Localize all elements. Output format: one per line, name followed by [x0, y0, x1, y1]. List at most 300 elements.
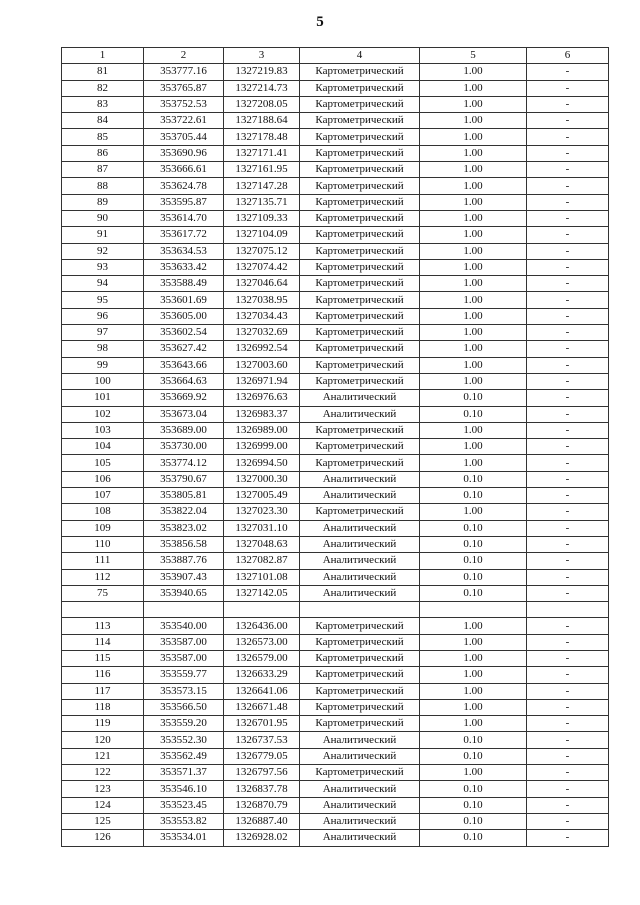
table-cell: 1327147.28: [224, 178, 300, 194]
table-cell: 90: [62, 210, 144, 226]
page-number: 5: [316, 14, 324, 30]
table-cell: 100: [62, 373, 144, 389]
table-cell: 91: [62, 227, 144, 243]
table-cell: [300, 602, 420, 618]
table-cell: 116: [62, 667, 144, 683]
table-row: [62, 406, 609, 422]
table-cell: 110: [62, 536, 144, 552]
table-cell: -: [527, 504, 609, 520]
table-row: [62, 292, 609, 308]
table-cell: 102: [62, 406, 144, 422]
table-cell: 353777.16: [144, 64, 224, 80]
table-cell: 353805.81: [144, 488, 224, 504]
table-cell: -: [527, 113, 609, 129]
table-cell: Картометрический: [300, 162, 420, 178]
table-cell: -: [527, 210, 609, 226]
table-cell: 353673.04: [144, 406, 224, 422]
table-cell: 1327003.60: [224, 357, 300, 373]
table-row: [62, 162, 609, 178]
table-cell: 353523.45: [144, 797, 224, 813]
table-cell: 353546.10: [144, 781, 224, 797]
table-cell: 0.10: [420, 536, 527, 552]
table-cell: Картометрический: [300, 129, 420, 145]
table-row: [62, 781, 609, 797]
table-cell: 1327031.10: [224, 520, 300, 536]
table-cell: -: [527, 243, 609, 259]
table-row: [62, 716, 609, 732]
table-cell: -: [527, 390, 609, 406]
table-cell: 0.10: [420, 488, 527, 504]
table-cell: Аналитический: [300, 781, 420, 797]
table-cell: 114: [62, 634, 144, 650]
table-header-row: [62, 48, 609, 64]
table-cell: -: [527, 569, 609, 585]
table-cell: 1326992.54: [224, 341, 300, 357]
table-row: [62, 194, 609, 210]
table-cell: -: [527, 748, 609, 764]
table-cell: 120: [62, 732, 144, 748]
table-cell: 353627.42: [144, 341, 224, 357]
table-cell: 353617.72: [144, 227, 224, 243]
table-row: [62, 765, 609, 781]
table-row: [62, 308, 609, 324]
table-cell: 1.00: [420, 716, 527, 732]
table-cell: 1326436.00: [224, 618, 300, 634]
table-cell: 0.10: [420, 830, 527, 846]
table-cell: 84: [62, 113, 144, 129]
table-cell: 113: [62, 618, 144, 634]
table-cell: [62, 602, 144, 618]
table-cell: -: [527, 259, 609, 275]
table-cell: 0.10: [420, 585, 527, 601]
table-cell: 1.00: [420, 145, 527, 161]
table-row: [62, 422, 609, 438]
table-cell: Аналитический: [300, 585, 420, 601]
table-cell: 1326701.95: [224, 716, 300, 732]
table-cell: 353633.42: [144, 259, 224, 275]
table-cell: 0.10: [420, 797, 527, 813]
table-cell: 119: [62, 716, 144, 732]
column-header: 4: [300, 48, 420, 64]
table-cell: 353602.54: [144, 325, 224, 341]
table-cell: 353534.01: [144, 830, 224, 846]
table-cell: 1327142.05: [224, 585, 300, 601]
table-cell: Картометрический: [300, 716, 420, 732]
table-cell: 353765.87: [144, 80, 224, 96]
table-cell: 96: [62, 308, 144, 324]
table-cell: 353669.92: [144, 390, 224, 406]
table-cell: 353823.02: [144, 520, 224, 536]
table-cell: 0.10: [420, 390, 527, 406]
table-cell: Картометрический: [300, 634, 420, 650]
table-cell: 108: [62, 504, 144, 520]
table-cell: 353571.37: [144, 765, 224, 781]
table-cell: [527, 602, 609, 618]
table-body: [62, 64, 609, 846]
table-cell: 353540.00: [144, 618, 224, 634]
table-cell: 0.10: [420, 471, 527, 487]
table-cell: 0.10: [420, 781, 527, 797]
table-cell: Аналитический: [300, 797, 420, 813]
table-cell: 1326779.05: [224, 748, 300, 764]
table-row: [62, 618, 609, 634]
table-row: [62, 634, 609, 650]
table-cell: Аналитический: [300, 390, 420, 406]
coordinates-table: [61, 47, 609, 847]
table-cell: 1.00: [420, 259, 527, 275]
table-cell: -: [527, 667, 609, 683]
table-cell: Картометрический: [300, 618, 420, 634]
table-cell: 1.00: [420, 113, 527, 129]
table-cell: Картометрический: [300, 145, 420, 161]
table-cell: -: [527, 455, 609, 471]
table-cell: 1327005.49: [224, 488, 300, 504]
table-cell: 1327075.12: [224, 243, 300, 259]
table-cell: 353573.15: [144, 683, 224, 699]
table-cell: 353856.58: [144, 536, 224, 552]
table-row: [62, 178, 609, 194]
table-cell: 353907.43: [144, 569, 224, 585]
table-cell: -: [527, 683, 609, 699]
table-cell: 88: [62, 178, 144, 194]
table-cell: Аналитический: [300, 569, 420, 585]
table-cell: 1.00: [420, 129, 527, 145]
table-cell: 1327034.43: [224, 308, 300, 324]
table-cell: 1326641.06: [224, 683, 300, 699]
table-cell: 1326999.00: [224, 439, 300, 455]
table-cell: 353559.77: [144, 667, 224, 683]
table-cell: 82: [62, 80, 144, 96]
table-cell: 353752.53: [144, 96, 224, 112]
table-cell: Аналитический: [300, 471, 420, 487]
table-cell: Картометрический: [300, 667, 420, 683]
table-cell: -: [527, 520, 609, 536]
table-cell: Картометрический: [300, 650, 420, 666]
table-cell: 0.10: [420, 813, 527, 829]
table-cell: Картометрический: [300, 341, 420, 357]
table-cell: Аналитический: [300, 732, 420, 748]
table-cell: Картометрический: [300, 373, 420, 389]
table-row: [62, 520, 609, 536]
table-cell: 1326671.48: [224, 699, 300, 715]
table-cell: 81: [62, 64, 144, 80]
table-cell: 1.00: [420, 373, 527, 389]
table-row: [62, 797, 609, 813]
table-cell: 83: [62, 96, 144, 112]
table-cell: 85: [62, 129, 144, 145]
column-header: 2: [144, 48, 224, 64]
table-cell: -: [527, 162, 609, 178]
table-row: [62, 243, 609, 259]
column-header: 6: [527, 48, 609, 64]
table-row: [62, 732, 609, 748]
table-cell: 104: [62, 439, 144, 455]
table-cell: Картометрический: [300, 455, 420, 471]
table-cell: 353705.44: [144, 129, 224, 145]
table-cell: -: [527, 308, 609, 324]
table-cell: 1.00: [420, 618, 527, 634]
table-row: [62, 259, 609, 275]
table-cell: -: [527, 618, 609, 634]
table-cell: 1327171.41: [224, 145, 300, 161]
table-cell: -: [527, 341, 609, 357]
table-cell: -: [527, 765, 609, 781]
table-cell: 1.00: [420, 699, 527, 715]
table-cell: 103: [62, 422, 144, 438]
table-cell: 1327048.63: [224, 536, 300, 552]
table-row: [62, 96, 609, 112]
table-cell: 1.00: [420, 765, 527, 781]
table-row: [62, 129, 609, 145]
table-row: [62, 227, 609, 243]
table-cell: 353643.66: [144, 357, 224, 373]
table-cell: 353552.30: [144, 732, 224, 748]
table-row: [62, 357, 609, 373]
table-cell: Картометрический: [300, 292, 420, 308]
table-cell: 98: [62, 341, 144, 357]
table-cell: 1326837.78: [224, 781, 300, 797]
table-cell: 1.00: [420, 227, 527, 243]
table-cell: 1326976.63: [224, 390, 300, 406]
table-cell: Картометрический: [300, 325, 420, 341]
table-cell: -: [527, 699, 609, 715]
table-row: [62, 569, 609, 585]
table-cell: 109: [62, 520, 144, 536]
table-cell: 93: [62, 259, 144, 275]
table-cell: 353587.00: [144, 650, 224, 666]
table-row: [62, 699, 609, 715]
table-row: [62, 455, 609, 471]
table-cell: -: [527, 64, 609, 80]
table-cell: 1326573.00: [224, 634, 300, 650]
table-cell: 0.10: [420, 553, 527, 569]
table-row: [62, 80, 609, 96]
table-cell: Аналитический: [300, 553, 420, 569]
table-cell: -: [527, 422, 609, 438]
table-cell: 111: [62, 553, 144, 569]
table-cell: 106: [62, 471, 144, 487]
table-cell: 1326633.29: [224, 667, 300, 683]
table-cell: 86: [62, 145, 144, 161]
table-cell: 95: [62, 292, 144, 308]
table-cell: 353730.00: [144, 439, 224, 455]
table-cell: 353690.96: [144, 145, 224, 161]
table-cell: 1327000.30: [224, 471, 300, 487]
table-cell: 353887.76: [144, 553, 224, 569]
table-cell: 353666.61: [144, 162, 224, 178]
table-cell: -: [527, 536, 609, 552]
table-cell: 1327101.08: [224, 569, 300, 585]
table-cell: 1326971.94: [224, 373, 300, 389]
table-row: [62, 325, 609, 341]
table-cell: Аналитический: [300, 520, 420, 536]
table-cell: [224, 602, 300, 618]
table-cell: 1.00: [420, 439, 527, 455]
table-cell: Картометрический: [300, 259, 420, 275]
table-cell: 353601.69: [144, 292, 224, 308]
table-cell: -: [527, 634, 609, 650]
table-row: [62, 650, 609, 666]
table-cell: 353689.00: [144, 422, 224, 438]
table-cell: Картометрический: [300, 178, 420, 194]
table-cell: 1.00: [420, 455, 527, 471]
table-cell: 1327135.71: [224, 194, 300, 210]
table-cell: 1.00: [420, 96, 527, 112]
table-cell: 0.10: [420, 406, 527, 422]
table-row: [62, 585, 609, 601]
table-cell: 353566.50: [144, 699, 224, 715]
table-cell: 353588.49: [144, 276, 224, 292]
table-cell: 1.00: [420, 178, 527, 194]
table-cell: 1.00: [420, 210, 527, 226]
table-cell: 121: [62, 748, 144, 764]
table-cell: 353614.70: [144, 210, 224, 226]
table-cell: 1.00: [420, 162, 527, 178]
table-cell: 92: [62, 243, 144, 259]
table-cell: 353722.61: [144, 113, 224, 129]
table-row: [62, 830, 609, 846]
table-row: [62, 602, 609, 618]
table-cell: 94: [62, 276, 144, 292]
table-row: [62, 145, 609, 161]
table-cell: Картометрический: [300, 699, 420, 715]
table-cell: 1.00: [420, 667, 527, 683]
table-cell: 118: [62, 699, 144, 715]
table-cell: 112: [62, 569, 144, 585]
table-cell: 1326928.02: [224, 830, 300, 846]
table-cell: -: [527, 357, 609, 373]
table-cell: 1326579.00: [224, 650, 300, 666]
table-cell: Картометрический: [300, 96, 420, 112]
table-cell: -: [527, 553, 609, 569]
table-cell: 353940.65: [144, 585, 224, 601]
table-cell: 107: [62, 488, 144, 504]
table-cell: 1.00: [420, 243, 527, 259]
table-cell: 1326989.00: [224, 422, 300, 438]
table-cell: 117: [62, 683, 144, 699]
table-cell: 1.00: [420, 650, 527, 666]
table-cell: -: [527, 830, 609, 846]
table-cell: 1.00: [420, 634, 527, 650]
table-cell: 353559.20: [144, 716, 224, 732]
table-cell: -: [527, 325, 609, 341]
table-row: [62, 439, 609, 455]
table-cell: 1.00: [420, 194, 527, 210]
table-cell: 1.00: [420, 683, 527, 699]
table-cell: -: [527, 650, 609, 666]
table-cell: 123: [62, 781, 144, 797]
table-cell: -: [527, 292, 609, 308]
table-cell: Аналитический: [300, 536, 420, 552]
table-cell: -: [527, 276, 609, 292]
table-row: [62, 488, 609, 504]
table-cell: -: [527, 145, 609, 161]
table-cell: 97: [62, 325, 144, 341]
table-cell: 1327023.30: [224, 504, 300, 520]
table-row: [62, 536, 609, 552]
table-cell: Картометрический: [300, 80, 420, 96]
table-cell: 99: [62, 357, 144, 373]
table-cell: 353774.12: [144, 455, 224, 471]
table-cell: Картометрический: [300, 308, 420, 324]
table-cell: -: [527, 178, 609, 194]
table-cell: -: [527, 471, 609, 487]
table-cell: 101: [62, 390, 144, 406]
table-cell: -: [527, 716, 609, 732]
column-header: 1: [62, 48, 144, 64]
table-cell: 0.10: [420, 748, 527, 764]
table-cell: 1.00: [420, 357, 527, 373]
table-row: [62, 276, 609, 292]
table-row: [62, 64, 609, 80]
column-header: 5: [420, 48, 527, 64]
table-cell: 124: [62, 797, 144, 813]
table-cell: 125: [62, 813, 144, 829]
table-cell: 1326983.37: [224, 406, 300, 422]
table-cell: 1326994.50: [224, 455, 300, 471]
table-row: [62, 683, 609, 699]
table-row: [62, 113, 609, 129]
table-cell: -: [527, 439, 609, 455]
table-cell: 0.10: [420, 520, 527, 536]
table-row: [62, 504, 609, 520]
table-row: [62, 471, 609, 487]
table-cell: 126: [62, 830, 144, 846]
table-cell: 122: [62, 765, 144, 781]
table-cell: 89: [62, 194, 144, 210]
table-cell: Картометрический: [300, 276, 420, 292]
table-cell: 1327032.69: [224, 325, 300, 341]
table-cell: 1327178.48: [224, 129, 300, 145]
table-cell: 353624.78: [144, 178, 224, 194]
table-row: [62, 341, 609, 357]
table-cell: 353822.04: [144, 504, 224, 520]
table-cell: 1326737.53: [224, 732, 300, 748]
table-cell: 0.10: [420, 732, 527, 748]
table-cell: 353605.00: [144, 308, 224, 324]
table-cell: 1.00: [420, 292, 527, 308]
table-cell: Картометрический: [300, 243, 420, 259]
table-cell: Аналитический: [300, 748, 420, 764]
table-cell: Картометрический: [300, 113, 420, 129]
table-cell: 353634.53: [144, 243, 224, 259]
table-cell: 1327208.05: [224, 96, 300, 112]
table-cell: Картометрический: [300, 504, 420, 520]
table-cell: 75: [62, 585, 144, 601]
table-cell: 1.00: [420, 276, 527, 292]
table-cell: 353562.49: [144, 748, 224, 764]
table-cell: 115: [62, 650, 144, 666]
table-cell: 1326797.56: [224, 765, 300, 781]
table-cell: 1326870.79: [224, 797, 300, 813]
table-cell: -: [527, 585, 609, 601]
table-cell: Аналитический: [300, 813, 420, 829]
table-cell: -: [527, 80, 609, 96]
table-cell: -: [527, 194, 609, 210]
table-cell: 1.00: [420, 325, 527, 341]
table-cell: 0.10: [420, 569, 527, 585]
table-cell: 87: [62, 162, 144, 178]
table-cell: 1327109.33: [224, 210, 300, 226]
table-cell: 1327104.09: [224, 227, 300, 243]
table-cell: 353664.63: [144, 373, 224, 389]
table-cell: Картометрический: [300, 210, 420, 226]
table-cell: -: [527, 96, 609, 112]
table-cell: 1327082.87: [224, 553, 300, 569]
table-cell: Картометрический: [300, 422, 420, 438]
table-cell: 1.00: [420, 64, 527, 80]
table-cell: Картометрический: [300, 194, 420, 210]
